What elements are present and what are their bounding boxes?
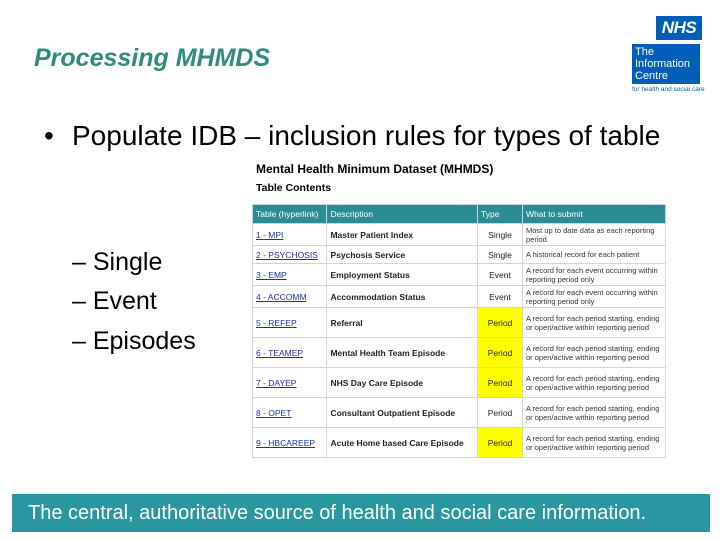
logo-tagline: for health and social care: [632, 86, 705, 93]
table-hyperlink[interactable]: 4 - ACCOMM: [256, 291, 307, 302]
table-cell-name: [253, 224, 327, 246]
column-header: Description: [327, 205, 478, 224]
sub-bullet: – Event: [72, 287, 157, 315]
table-cell-description: NHS Day Care Episode: [327, 368, 478, 398]
sub-bullet: – Episodes: [72, 327, 196, 355]
column-header: What to submit: [523, 205, 666, 224]
table-row: [253, 428, 666, 458]
sub-bullet: – Single: [72, 248, 163, 276]
table-cell-what-to-submit: Most up to date data as each reporting period: [523, 224, 666, 246]
information-centre-logo: [630, 16, 705, 96]
table-row: [253, 224, 666, 246]
table-cell-description: Mental Health Team Episode: [327, 338, 478, 368]
table-cell-name: [253, 338, 327, 368]
logo-line: The: [635, 46, 654, 58]
table-hyperlink[interactable]: 6 - TEAMEP: [256, 347, 304, 358]
table-cell-name: [253, 308, 327, 338]
table-cell-type: Period: [478, 368, 523, 398]
table-hyperlink[interactable]: 8 - OPET: [256, 407, 292, 418]
table-cell-name: [253, 398, 327, 428]
table-cell-type: Single: [478, 224, 523, 246]
table-hyperlink[interactable]: 9 - HBCAREEP: [256, 437, 316, 448]
footer-text: The central, authoritative source of health and social care information.: [28, 502, 647, 524]
table-cell-what-to-submit: A record for each period starting, ending or open/active within reporting period: [523, 428, 666, 458]
table-hyperlink[interactable]: 3 - EMP: [256, 269, 287, 280]
table-cell-name: [253, 428, 327, 458]
logo-line: Centre: [635, 70, 669, 82]
table-cell-type: Period: [478, 398, 523, 428]
table-hyperlink[interactable]: 2 - PSYCHOSIS: [256, 249, 318, 260]
table-cell-type: Event: [478, 286, 523, 308]
table-subtitle: Table Contents: [256, 182, 332, 194]
table-title: Mental Health Minimum Dataset (MHMDS): [256, 162, 494, 176]
table-hyperlink[interactable]: 5 - REFEP: [256, 317, 297, 328]
table-row: [253, 286, 666, 308]
table-cell-what-to-submit: A record for each event occurring within reporting period only: [523, 264, 666, 286]
table-cell-description: Accommodation Status: [327, 286, 478, 308]
column-header: Type: [478, 205, 523, 224]
table-cell-type: Period: [478, 338, 523, 368]
table-header-row: [253, 205, 666, 224]
table-hyperlink[interactable]: 1 - MPI: [256, 229, 284, 240]
footer-banner: [12, 494, 710, 532]
table-cell-type: Period: [478, 308, 523, 338]
table-cell-type: Period: [478, 428, 523, 458]
table-cell-description: Employment Status: [327, 264, 478, 286]
table-cell-name: [253, 286, 327, 308]
slide-title: Processing MHMDS: [34, 44, 271, 72]
bullet-icon: •: [44, 120, 54, 151]
table-cell-description: Consultant Outpatient Episode: [327, 398, 478, 428]
table-cell-type: Single: [478, 246, 523, 264]
bullet-text: Populate IDB – inclusion rules for types of table: [72, 120, 661, 151]
table-cell-name: [253, 264, 327, 286]
table-cell-what-to-submit: A record for each period starting, ending or open/active within reporting period: [523, 398, 666, 428]
table-cell-name: [253, 368, 327, 398]
table-cell-description: Acute Home based Care Episode: [327, 428, 478, 458]
table-cell-description: Referral: [327, 308, 478, 338]
table-row: [253, 368, 666, 398]
table-cell-what-to-submit: A historical record for each patient: [523, 246, 666, 264]
logo-block: [632, 44, 700, 84]
table-row: [253, 338, 666, 368]
table-cell-what-to-submit: A record for each period starting, ending or open/active within reporting period: [523, 308, 666, 338]
column-header: Table (hyperlink): [253, 205, 327, 224]
table-cell-what-to-submit: A record for each period starting, ending or open/active within reporting period: [523, 368, 666, 398]
table-row: [253, 398, 666, 428]
table-cell-what-to-submit: A record for each period starting, ending or open/active within reporting period: [523, 338, 666, 368]
table-row: [253, 264, 666, 286]
table-cell-description: Psychosis Service: [327, 246, 478, 264]
table-row: [253, 308, 666, 338]
table-hyperlink[interactable]: 7 - DAYEP: [256, 377, 297, 388]
table-contents: [252, 204, 666, 458]
table-cell-type: Event: [478, 264, 523, 286]
nhs-logo-icon: NHS: [656, 16, 702, 40]
table-cell-what-to-submit: A record for each event occurring within reporting period only: [523, 286, 666, 308]
table-row: [253, 246, 666, 264]
table-cell-name: [253, 246, 327, 264]
logo-line: Information: [635, 58, 691, 70]
table-cell-description: Master Patient Index: [327, 224, 478, 246]
